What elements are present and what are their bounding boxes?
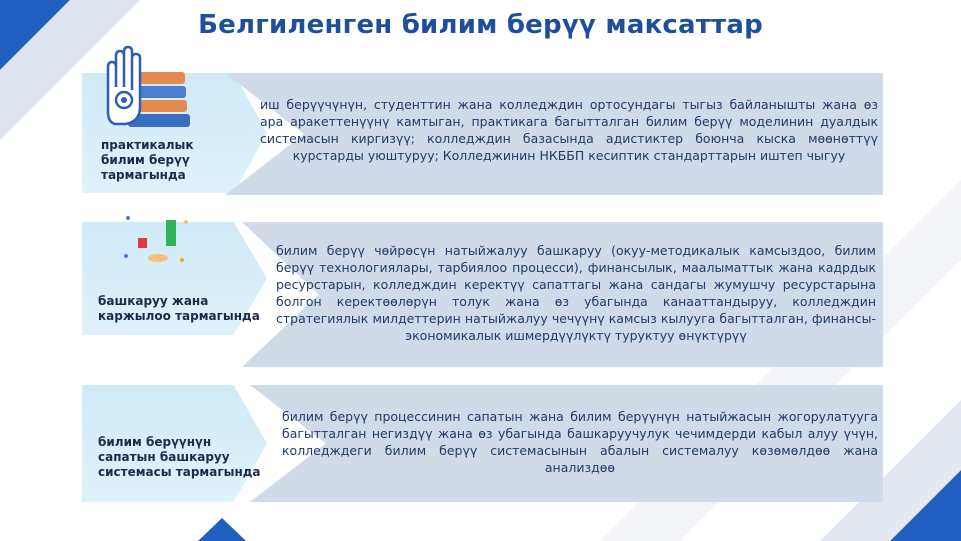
- bottom-triangle: [198, 518, 246, 541]
- page-title: Белгиленген билим берүү максаттар: [198, 10, 763, 40]
- row-1-label: практикалык билим берүү тармагында: [101, 138, 194, 182]
- row-2-label: башкаруу жана каржылоо тармагында: [98, 294, 260, 323]
- hand-gear-books-icon: [100, 42, 195, 132]
- row-3-label: билим берүүнүн сапатын башкаруу системасы тармагында: [98, 435, 261, 479]
- row-3-text: билим берүү процессинин сапатын жана билим берүүнүн натыйжасын жогорулатууга багытталган негиздүү жана өз убагында башкаруучулук чечимдерди кабыл алуу үчүн, колледждеги билим берүү системасынын абалын системалуу көзөмөлдөө жана анализдөө: [282, 409, 878, 475]
- row-2-text: билим берүү чөйрөсүн натыйжалуу башкаруу (окуу-методикалык камсыздоо, билим берүү технологиялары, тарбиялоо процесси), финансылык, маалыматтык жана кадрдык ресурстарын, колледждин керектүү сапаттагы жана сандагы жумушчу ресурстарына болгон керектөөлөрүн толук жана өз убагында канааттандыруу, колледждин стратегиялык милдеттерин натыйжалуу чечүүнү камсыз кылууга багытталган, финансы-экономикалык ишмердүүлүктү туруктуу өнүктүрүү: [276, 243, 876, 343]
- row-1-text: иш берүүчүнүн, студенттин жана колледждин ортосундагы тыгыз байланышты жана өз ара аракеттенүүнү камтыган, практикага багытталган билим берүү моделинин дуалдык системасын киргизүү; колледждин базасында адистиктер боюнча кыска мөөнөттүү курстарды уюштуруу; Колледжинин НКББП кесиптик стандарттарын иштеп чыгуу: [260, 97, 878, 163]
- finance-chart-icon: [118, 212, 198, 272]
